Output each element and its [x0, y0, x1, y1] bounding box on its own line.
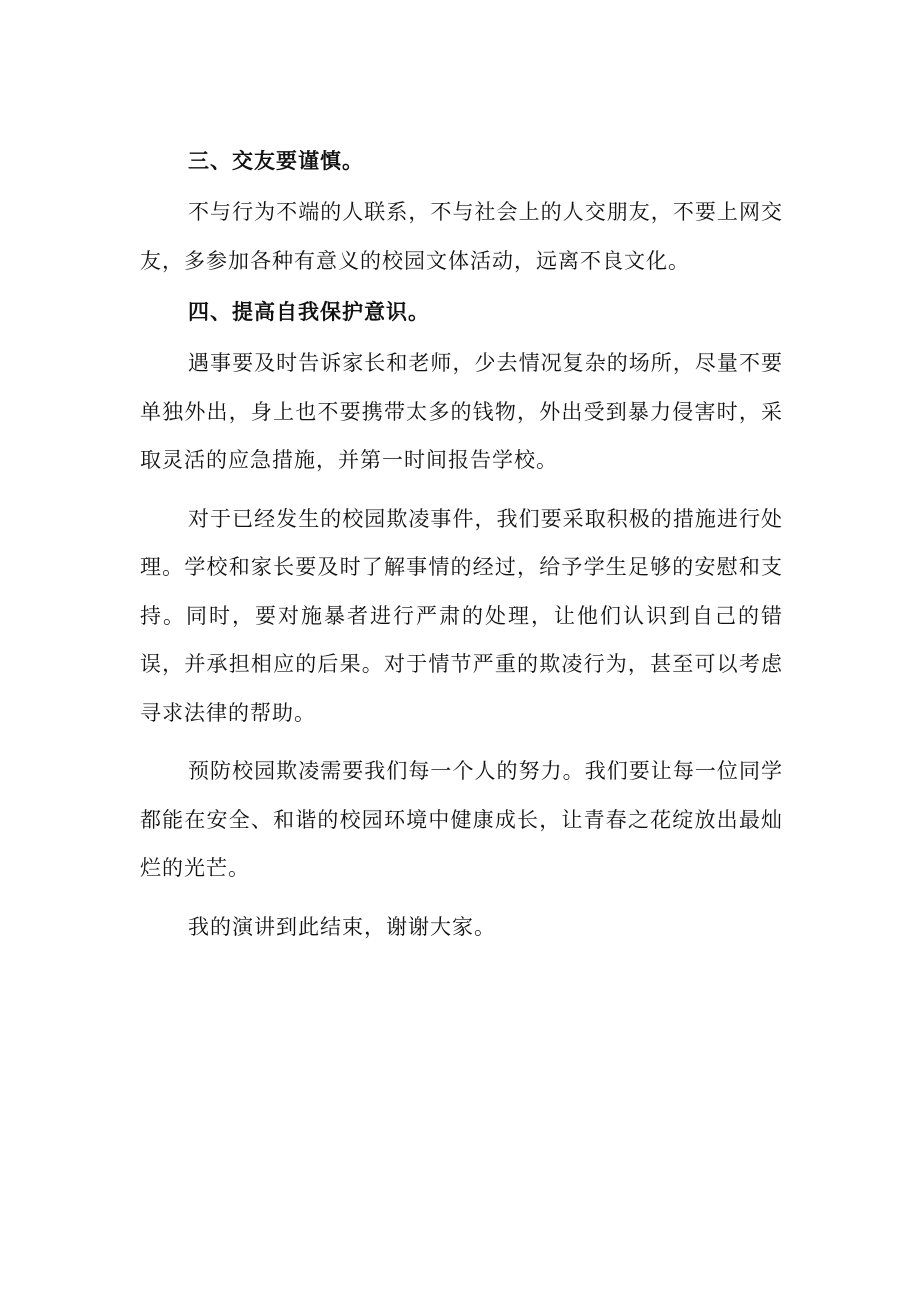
section-4-body: 遇事要及时告诉家长和老师，少去情况复杂的场所，尽量不要单独外出，身上也不要携带太多的钱物，外出受到暴力侵害时，采取灵活的应急措施，并第一时间报告学校。 — [140, 351, 783, 472]
section-3-body: 不与行为不端的人联系，不与社会上的人交朋友，不要上网交友，多参加各种有意义的校园文体活动，远离不良文化。 — [140, 200, 783, 273]
document-page — [140, 140, 783, 951]
section-3-heading: 三、交友要谨慎。 — [188, 149, 364, 173]
section-4-heading: 四、提高自我保护意识。 — [188, 300, 430, 324]
closing-paragraph: 我的演讲到此结束，谢谢大家。 — [188, 914, 496, 939]
handling-paragraph: 对于已经发生的校园欺凌事件，我们要采取积极的措施进行处理。学校和家长要及时了解事情的经过，给予学生足够的安慰和支持。同时，要对施暴者进行严肃的处理，让他们认识到自己的错误，并承担相应的后果。对于情节严重的欺凌行为，甚至可以考虑寻求法律的帮助。 — [140, 506, 783, 725]
prevention-paragraph: 预防校园欺凌需要我们每一个人的努力。我们要让每一位同学都能在安全、和谐的校园环境中健康成长，让青春之花绽放出最灿烂的光芒。 — [140, 759, 783, 880]
